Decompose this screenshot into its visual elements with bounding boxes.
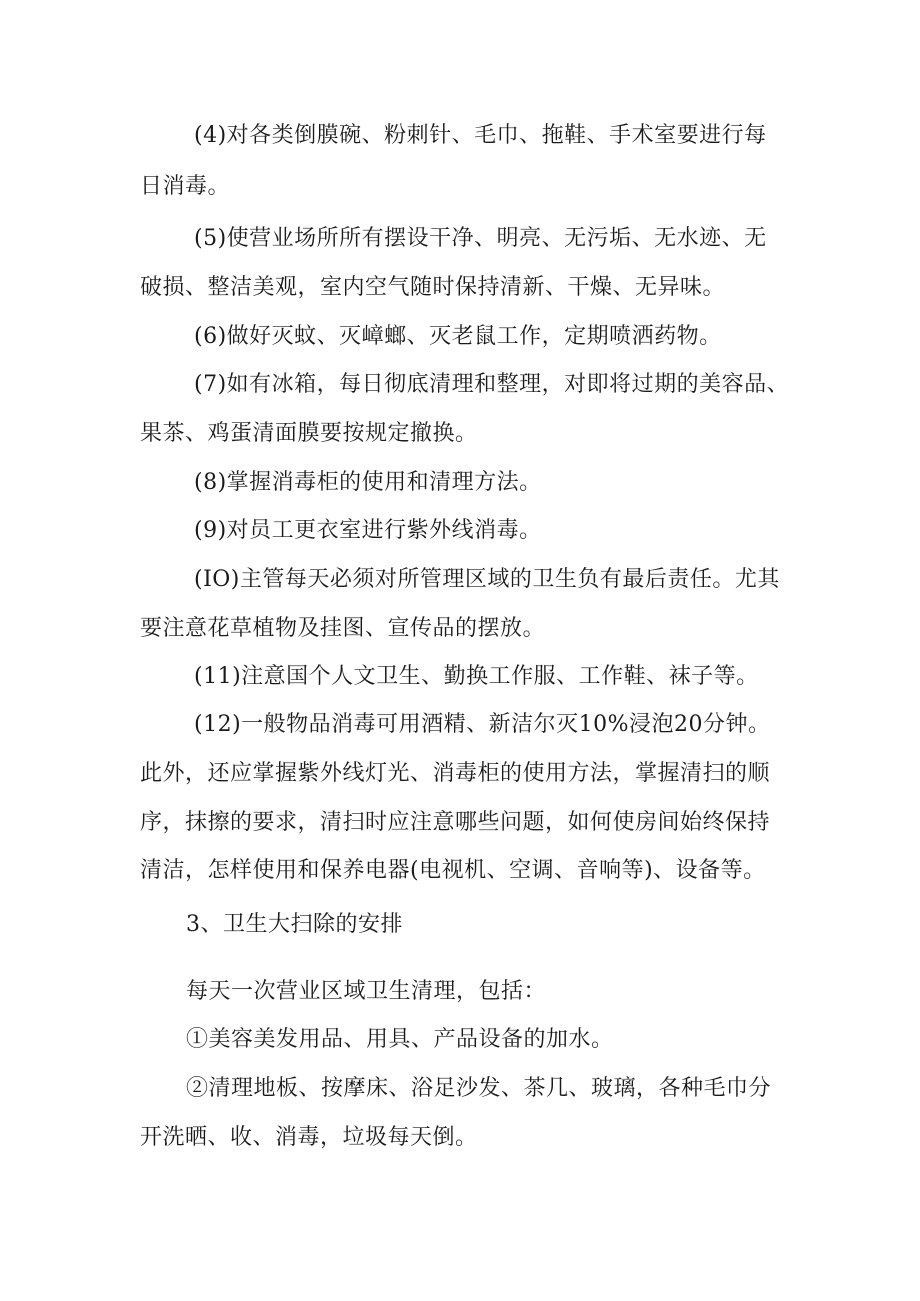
paragraph-5-line-1: (5)使营业场所所有摆设干净、明亮、无污垢、无水迹、无 (194, 226, 767, 251)
paragraph-6-line-1: (6)做好灭蚊、灭嶂螂、灭老鼠工作，定期喷洒药物。 (194, 324, 722, 349)
list-item-2-line-2: 开洗晒、收、消毒，垃圾每天倒。 (140, 1125, 478, 1150)
paragraph-7-line-1: (7)如有冰箱，每日彻底清理和整理，对即将过期的美容品、 (194, 372, 790, 397)
paragraph-7-line-2: 果茶、鸡蛋清面膜要按规定撤换。 (140, 421, 478, 446)
section-intro: 每天一次营业区域卫生清理，包括： (186, 979, 547, 1004)
paragraph-12-line-2: 此外，还应掌握紫外线灯光、消毒柜的使用方法，掌握清扫的顺 (140, 761, 771, 786)
list-item-1: ①美容美发用品、用具、产品设备的加水。 (186, 1027, 614, 1052)
paragraph-12-line-4: 清洁，怎样使用和保养电器(电视机、空调、音响等)、设备等。 (140, 858, 766, 883)
paragraph-8-line-1: (8)掌握消毒柜的使用和清理方法。 (194, 470, 542, 495)
paragraph-11-line-1: (11)注意国个人文卫生、勤换工作服、工作鞋、袜子等。 (194, 664, 759, 689)
paragraph-12-line-3: 序，抹擦的要求，清扫时应注意哪些问题，如何使房间始终保持 (140, 810, 771, 835)
paragraph-4-line-2: 日消毒。 (140, 174, 231, 199)
list-item-2-line-1: ②清理地板、按摩床、浴足沙发、茶几、玻璃，各种毛巾分 (186, 1076, 772, 1101)
paragraph-12-line-1: (12)一般物品消毒可用酒精、新洁尔灭10%浸泡20分钟。 (194, 712, 771, 737)
section-heading: 3、卫生大扫除的安排 (186, 912, 403, 937)
paragraph-9-line-1: (9)对员工更衣室进行紫外线消毒。 (194, 518, 542, 543)
paragraph-10-line-2: 要注意花草植物及挂图、宣传品的摆放。 (140, 616, 546, 641)
paragraph-5-line-2: 破损、整洁美观，室内空气随时保持清新、干燥、无异味。 (140, 275, 726, 300)
paragraph-10-line-1: (IO)主管每天必须对所管理区域的卫生负有最后责任。尤其 (194, 567, 780, 592)
paragraph-4-line-1: (4)对各类倒膜碗、粉刺针、毛巾、拖鞋、手术室要进行每 (194, 123, 767, 148)
